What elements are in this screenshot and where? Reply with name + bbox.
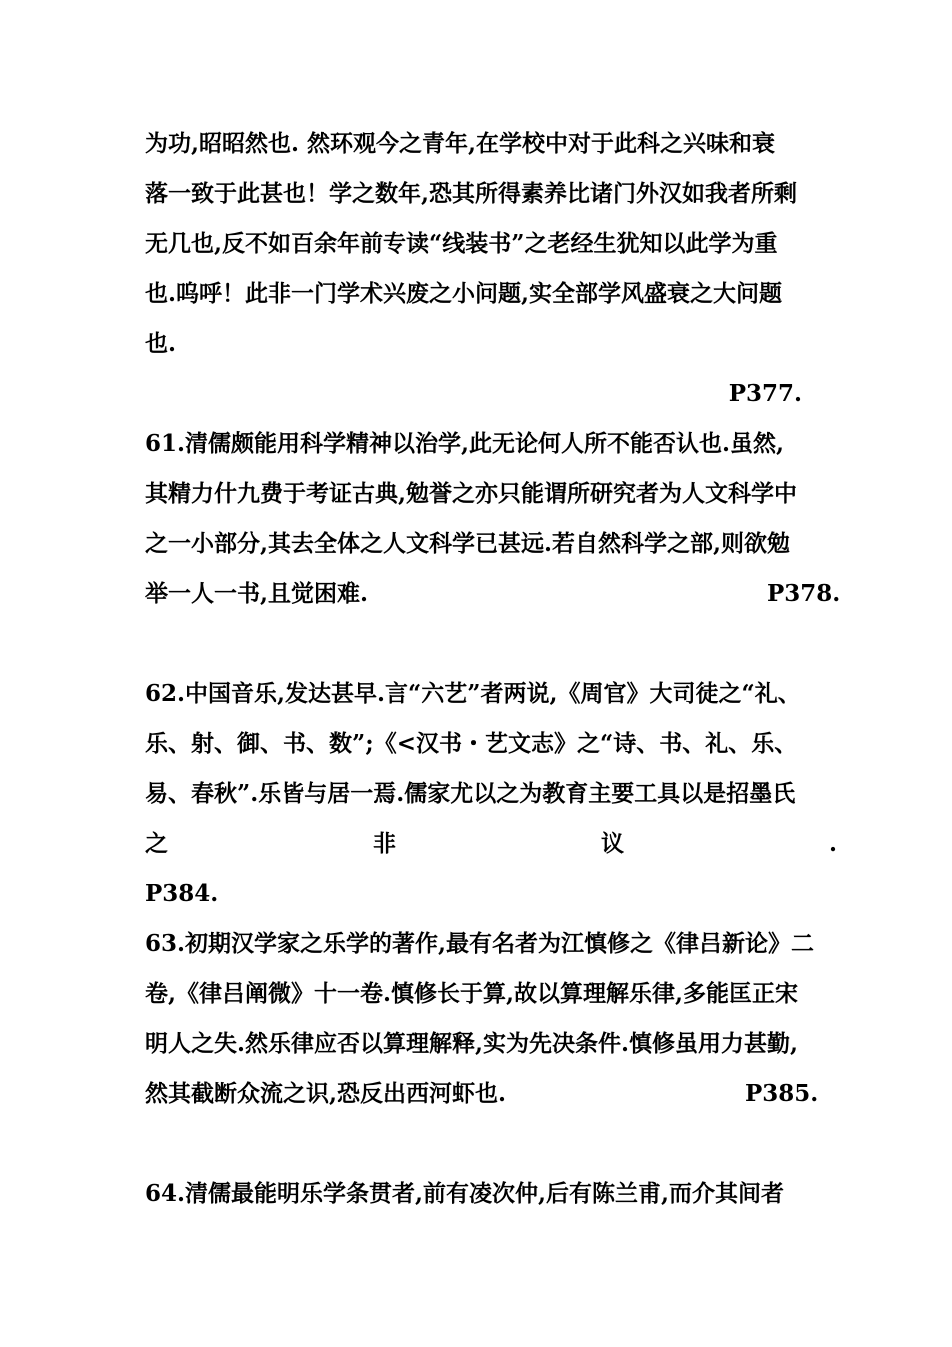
text-line: 其精力什九费于考证古典,勉誉之亦只能谓所研究者为人文科学中 (145, 480, 798, 507)
text-line: 无几也,反不如百余年前专读“线装书”之老经生犹知以此学为重 (145, 230, 778, 257)
text-char: 非 (372, 830, 396, 857)
page-reference: P385. (745, 1080, 819, 1107)
document-page (145, 119, 841, 1219)
text-line: 61.清儒颇能用科学精神以治学,此无论何人所不能否认也.虽然, (145, 430, 785, 457)
text-line-with-ref (145, 569, 841, 619)
text-line: 卷,《律吕阐微》十一卷.慎修长于算,故以算理解乐律,多能匡正宋 (145, 980, 799, 1007)
text-char: . (828, 830, 837, 857)
text-line-with-ref (145, 1069, 837, 1119)
text-line: 明人之失.然乐律应否以算理解释,实为先决条件.慎修虽用力甚勤, (145, 1030, 799, 1057)
justified-line (145, 819, 837, 869)
paragraph-gap (145, 1119, 837, 1169)
text-line: 易、春秋”.乐皆与居一焉.儒家尤以之为教育主要工具以是招墨氏 (145, 780, 796, 807)
text-line: 也.呜呼！此非一门学术兴废之小问题,实全部学风盛衰之大问题 (145, 280, 783, 307)
text-line: 63.初期汉学家之乐学的著作,最有名者为江慎修之《律吕新论》二 (145, 930, 815, 957)
text-line: 落一致于此甚也！学之数年,恐其所得素养比诸门外汉如我者所剩 (145, 180, 798, 207)
page-reference: P377. (728, 380, 802, 407)
page-reference: P384. (145, 880, 219, 907)
text-char: 之 (145, 830, 168, 857)
text-char: 议 (600, 830, 624, 857)
paragraph-gap (145, 619, 837, 669)
text-line: 然其截断众流之识,恐反出西河虾也. (145, 1080, 507, 1107)
page-reference: P378. (767, 580, 841, 607)
text-line: 64.清儒最能明乐学条贯者,前有凌次仲,后有陈兰甫,而介其间者 (145, 1180, 785, 1207)
text-line: 之一小部分,其去全体之人文科学已甚远.若自然科学之部,则欲勉 (145, 530, 791, 557)
text-line: 62.中国音乐,发达甚早.言“六艺”者两说,《周官》大司徒之“礼、 (145, 680, 801, 707)
text-line: 也. (145, 330, 177, 357)
text-line: 乐、射、御、书、数”;《<汉书・艺文志》之“诗、书、礼、乐、 (145, 730, 798, 757)
text-line: 为功,昭昭然也. 然环观今之青年,在学校中对于此科之兴味和衰 (145, 130, 776, 157)
text-line: 举一人一书,且觉困难. (145, 580, 369, 607)
